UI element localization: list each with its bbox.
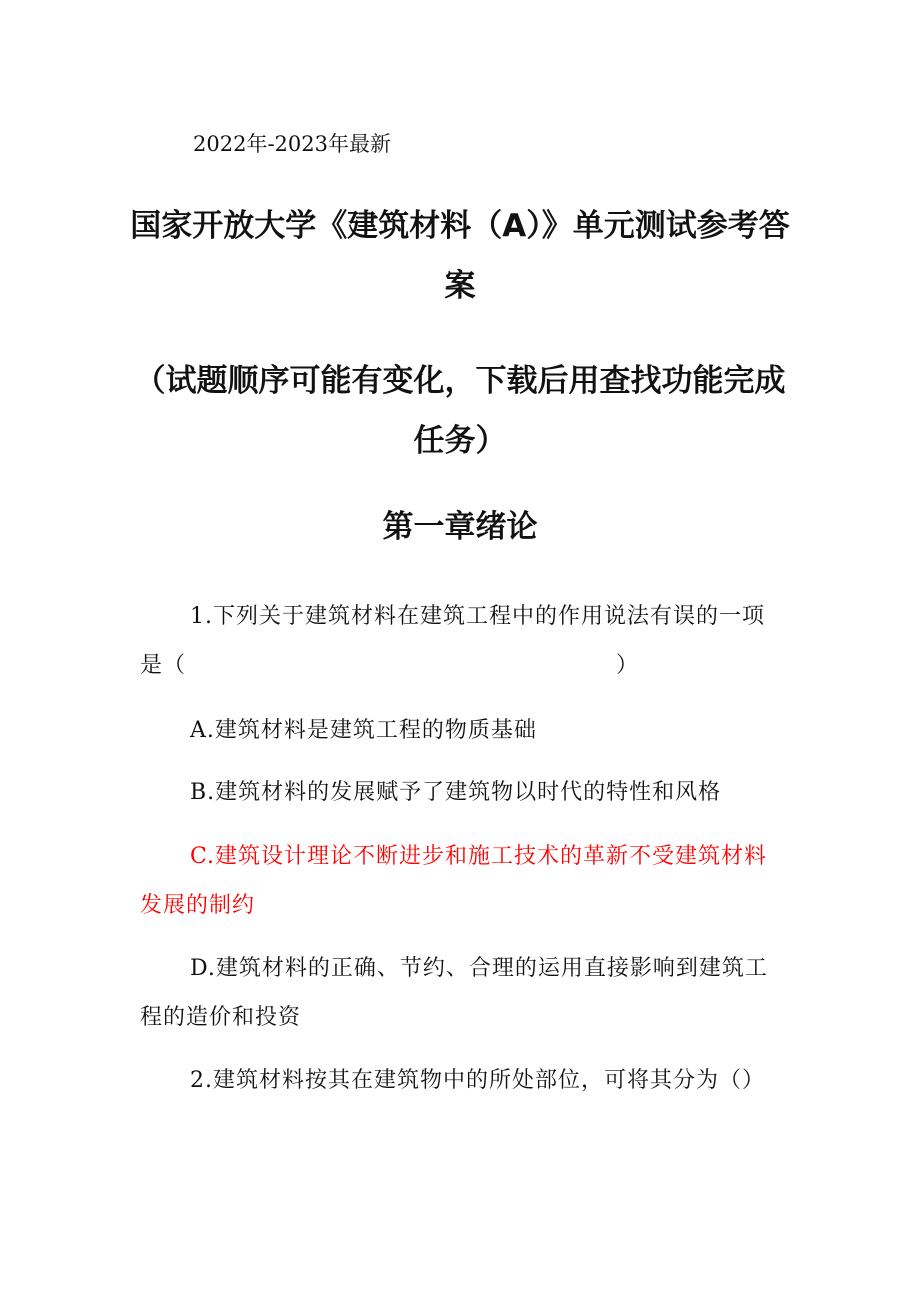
document-subtitle: （试题顺序可能有变化，下载后用查找功能完成任务） bbox=[134, 363, 786, 459]
question-1-option-a: A.建筑材料是建筑工程的物质基础 bbox=[190, 718, 537, 743]
question-1-option-b: B.建筑材料的发展赋予了建筑物以时代的特性和风格 bbox=[190, 780, 722, 805]
question-1-option-d: D.建筑材料的正确、节约、合理的运用直接影响到建筑工程的造价和投资 bbox=[140, 956, 768, 1030]
question-1-stem-end: ） bbox=[616, 653, 640, 678]
question-1-option-c-correct: C.建筑设计理论不断进步和施工技术的革新不受建筑材料发展的制约 bbox=[140, 844, 768, 918]
document-title: 国家开放大学《建筑材料（A）》单元测试参考答案 bbox=[130, 208, 790, 304]
year-line: 2022年-2023年最新 bbox=[193, 132, 391, 156]
question-1-stem-text: 1.下列关于建筑材料在建筑工程中的作用说法有误的一项是（ bbox=[140, 604, 765, 678]
question-2-stem: 2.建筑材料按其在建筑物中的所处部位，可将其分为（） bbox=[190, 1068, 765, 1093]
chapter-heading: 第一章绪论 bbox=[382, 509, 538, 545]
question-1-stem bbox=[140, 592, 768, 690]
